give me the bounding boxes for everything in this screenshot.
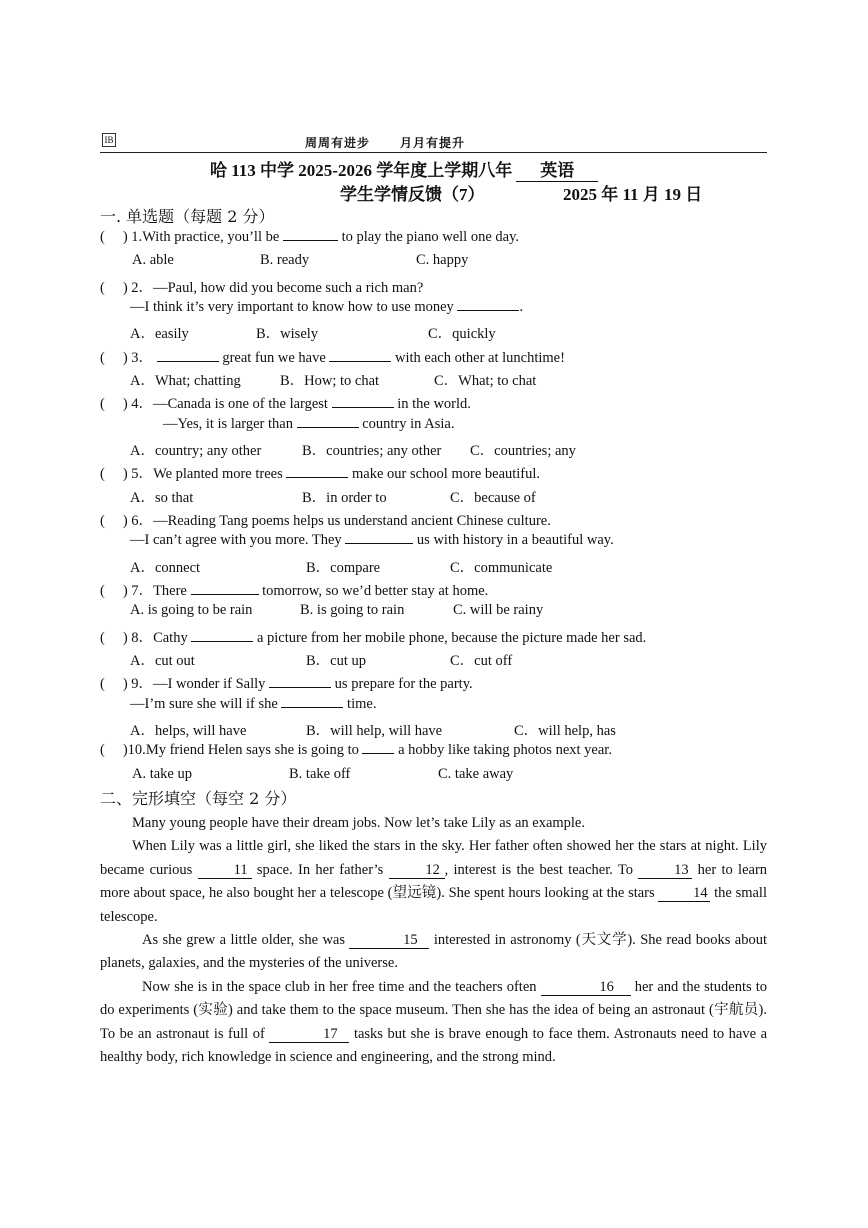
page-title [210, 156, 598, 182]
question-6: ( ) 6．—Reading Tang poems helps us understand ancient Chinese culture. [100, 513, 551, 529]
cloze-paragraph-4: Now she is in the space club in her free time and the teachers often 16 her and the students to do experiments (实验) and take them to the space museum. Then she has the idea of being an astronaut (宇航员). To be an astronaut is full of 17 tasks but she is brave enough to face them. Astronauts need to have a healthy body, rich knowledge in science and engineering, and the strong mind. [100, 978, 768, 1066]
answer-blank [281, 706, 343, 708]
q5-option-b: B．in order to [302, 490, 387, 506]
answer-blank [345, 542, 413, 544]
q9-option-a: A．helps, will have [130, 723, 247, 739]
cloze-blank-13[interactable]: 13 [638, 863, 692, 879]
q3-option-b: B．How; to chat [280, 373, 380, 389]
q6-option-c: C．communicate [450, 560, 553, 576]
question-8: ( ) 8．Cathy a picture from her mobile phone, because the picture made her sad. [100, 630, 647, 646]
question-9-line2: —I’m sure she will if she time. [130, 696, 377, 712]
motto-right: 月月有提升 [400, 136, 466, 150]
q10-option-b: B. take off [289, 766, 351, 782]
q9-option-c: C．will help, has [514, 723, 616, 739]
answer-blank [362, 752, 394, 754]
q4-option-b: B．countries; any other [302, 443, 442, 459]
q1-option-b: B. ready [260, 252, 310, 268]
question-2: ( ) 2．—Paul, how did you become such a rich man? [100, 280, 424, 296]
q7-option-b: B. is going to rain [300, 602, 405, 618]
section2-title: 二、完形填空（每空 2 分） [100, 789, 297, 808]
q4-option-a: A．country; any other [130, 443, 262, 459]
q1-option-c: C. happy [416, 252, 469, 268]
question-4: ( ) 4．—Canada is one of the largest in the world. [100, 396, 471, 412]
q5-option-c: C．because of [450, 490, 536, 506]
question-4-line2: —Yes, it is larger than country in Asia. [163, 416, 455, 432]
q4-option-c: C．countries; any [470, 443, 576, 459]
question-5: ( ) 5．We planted more trees make our school more beautiful. [100, 466, 541, 482]
q2-option-a: A．easily [130, 326, 189, 342]
q2-option-c: C．quickly [428, 326, 496, 342]
q2-option-b: B．wisely [256, 326, 319, 342]
question-10: ( )10.My friend Helen says she is going to a hobby like taking photos next year. [100, 742, 612, 758]
q8-option-c: C．cut off [450, 653, 513, 669]
q3-option-a: A．What; chatting [130, 373, 241, 389]
title-prefix: 哈 113 中学 2025-2026 学年度上学期八年 [210, 161, 513, 180]
section1-title: 一. 单选题（每题 2 分） [100, 207, 275, 226]
question-1: ( ) 1.With practice, you’ll be to play the piano well one day. [100, 229, 520, 245]
school-logo-icon: IB [102, 133, 116, 147]
answer-blank [283, 239, 338, 241]
page-subtitle: 学生学情反馈（7） [340, 185, 485, 204]
answer-blank [157, 360, 219, 362]
q5-option-a: A．so that [130, 490, 194, 506]
answer-blank [329, 360, 391, 362]
q1-option-a: A. able [132, 252, 174, 268]
cloze-blank-16[interactable]: 16 [541, 980, 631, 996]
cloze-passage [100, 812, 767, 1069]
q3-option-c: C．What; to chat [434, 373, 537, 389]
answer-blank [286, 476, 348, 478]
answer-blank [191, 593, 259, 595]
q8-option-a: A．cut out [130, 653, 195, 669]
q10-option-a: A. take up [132, 766, 192, 782]
q6-option-b: B．compare [306, 560, 381, 576]
cloze-blank-15[interactable]: 15 [349, 933, 429, 949]
cloze-blank-14[interactable]: 14 [658, 886, 710, 902]
q8-option-b: B．cut up [306, 653, 367, 669]
q7-option-c: C. will be rainy [453, 602, 544, 618]
question-9: ( ) 9．—I wonder if Sally us prepare for the party. [100, 676, 473, 692]
cloze-blank-11[interactable]: 11 [198, 863, 252, 879]
question-2-line2: —I think it’s very important to know how to use money . [130, 299, 524, 315]
answer-blank [297, 426, 359, 428]
answer-blank [269, 686, 331, 688]
question-6-line2: —I can’t agree with you more. They us with history in a beautiful way. [130, 532, 614, 548]
question-7: ( ) 7．There tomorrow, so we’d better stay at home. [100, 583, 489, 599]
q7-option-a: A. is going to be rain [130, 602, 253, 618]
question-3: ( ) 3． great fun we have with each other at lunchtime! [100, 350, 565, 366]
cloze-paragraph-3: As she grew a little older, she was 15 interested in astronomy (天文学). She read books about planets, galaxies, and the mysteries of the universe. [100, 932, 767, 972]
date-label: 2025 年 11 月 19 日 [563, 185, 703, 204]
q9-option-b: B．will help, will have [306, 723, 443, 739]
subject-field: 英语 [516, 156, 598, 182]
cloze-blank-12[interactable]: 12 [389, 863, 445, 879]
answer-blank [457, 309, 519, 311]
cloze-paragraph-2: When Lily was a little girl, she liked the stars in the sky. Her father often showed her the stars at night. Lily became curious 11 space. In her father’s 12 , interest is the best teacher. To 13 her to learn more about space, he also bought her a telescope (望远镜). She spent hours looking at the stars 14 the small telescope. [100, 838, 768, 925]
q10-option-c: C. take away [438, 766, 514, 782]
cloze-blank-17[interactable]: 17 [269, 1027, 349, 1043]
q6-option-a: A．connect [130, 560, 201, 576]
cloze-paragraph-1: Many young people have their dream jobs. Now let’s take Lily as an example. [132, 815, 585, 831]
answer-blank [332, 406, 394, 408]
motto-left: 周周有进步 [305, 136, 371, 150]
answer-blank [191, 640, 253, 642]
header-rule [100, 152, 767, 153]
